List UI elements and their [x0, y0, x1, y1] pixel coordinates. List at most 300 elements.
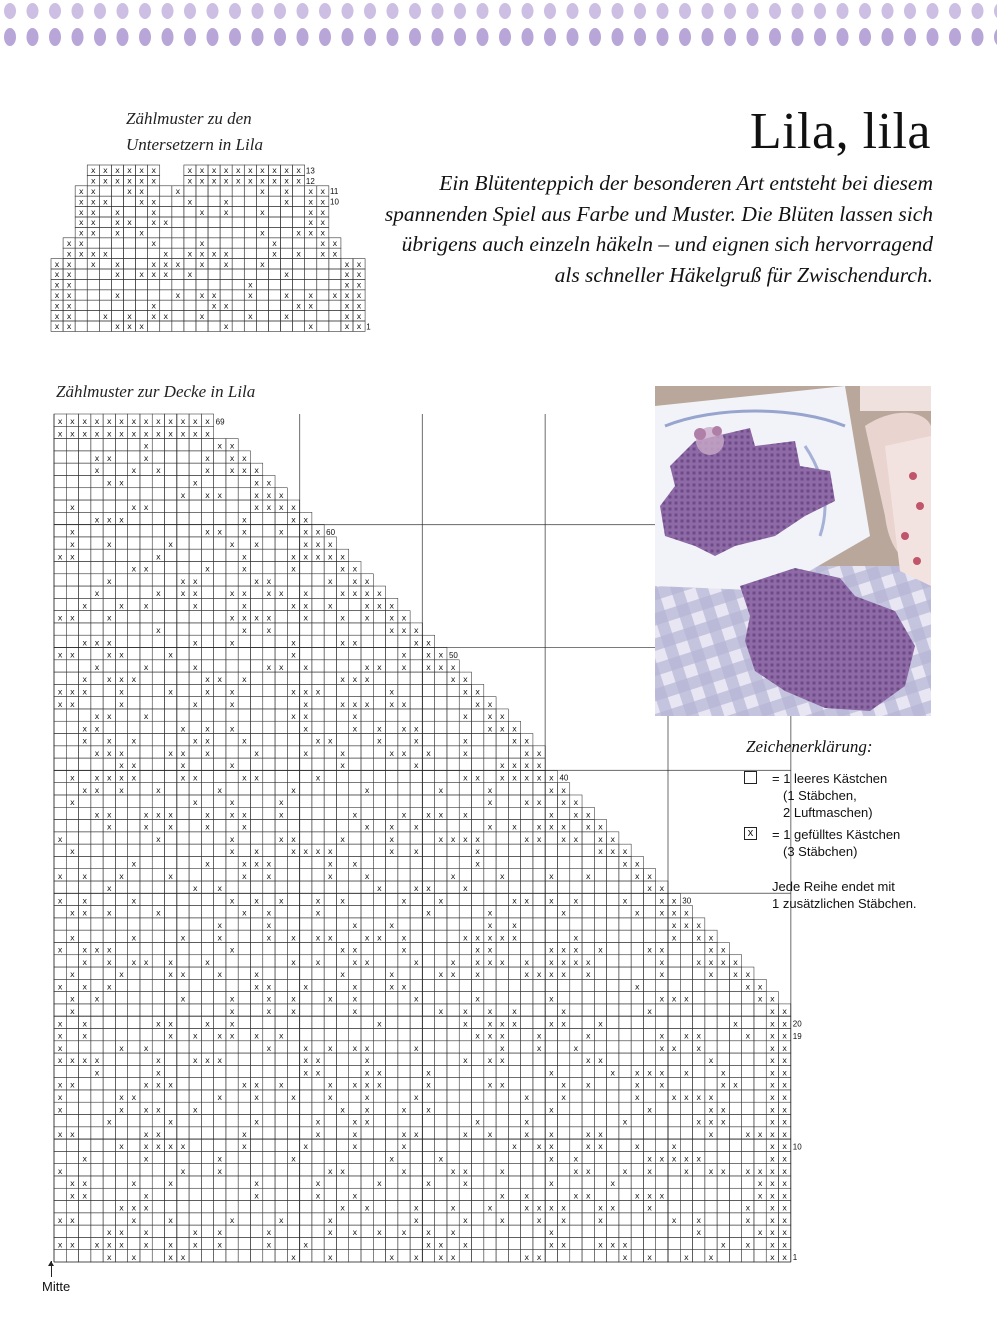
chart-cell [165, 611, 177, 623]
chart-cell [717, 1213, 729, 1225]
chart-cell [521, 881, 533, 893]
filled-box-icon: x [260, 259, 265, 269]
chart-cell [631, 1225, 643, 1237]
chart-cell [66, 721, 78, 733]
chart-cell [398, 906, 410, 918]
chart-cell [705, 1078, 717, 1090]
chart-cell [66, 660, 78, 672]
filled-box-icon: x [241, 453, 247, 463]
filled-box-icon: x [94, 1068, 100, 1078]
chart-cell [54, 586, 66, 598]
chart-cell [300, 856, 312, 868]
filled-box-icon: x [199, 291, 205, 300]
chart-cell [410, 1115, 422, 1127]
chart-cell [201, 1164, 213, 1176]
chart-cell [103, 1065, 115, 1077]
chart-cell [189, 1078, 201, 1090]
chart-cell [287, 586, 299, 598]
filled-box-icon: x [720, 1068, 726, 1078]
filled-box-icon: x [205, 822, 210, 832]
filled-box-icon: x [401, 810, 407, 820]
chart-cell [177, 1201, 189, 1213]
chart-cell [79, 1041, 91, 1053]
filled-box-icon: x [340, 945, 345, 955]
row-number-label: 12 [305, 176, 315, 186]
chart-cell [643, 1090, 655, 1102]
chart-cell [324, 1004, 336, 1016]
chart-cell [263, 561, 275, 573]
chart-cell [373, 758, 385, 770]
chart-cell [189, 1127, 201, 1139]
chart-cell [496, 1090, 508, 1102]
filled-box-icon: x [217, 1031, 223, 1041]
filled-box-icon: x [696, 957, 702, 967]
chart-cell [66, 734, 78, 746]
chart-cell [91, 979, 103, 991]
chart-cell [410, 869, 422, 881]
chart-cell [729, 992, 741, 1004]
chart-cell [422, 992, 434, 1004]
chart-cell [263, 1164, 275, 1176]
filled-box-icon: x [401, 1166, 407, 1176]
chart-cell [373, 1151, 385, 1163]
filled-box-icon: x [671, 1215, 677, 1225]
filled-box-icon: x [54, 322, 60, 332]
chart-cell [557, 1065, 569, 1077]
chart-cell [66, 1028, 78, 1040]
chart-cell [361, 1176, 373, 1188]
filled-box-icon: x [463, 773, 468, 783]
chart-cell [680, 1016, 692, 1028]
chart-cell [238, 1004, 250, 1016]
chart-cell [594, 1176, 606, 1188]
chart-cell [66, 1225, 78, 1237]
chart-cell [459, 992, 471, 1004]
filled-box-icon: x [524, 748, 530, 758]
filled-box-icon: x [524, 1117, 530, 1127]
chart-cell [472, 795, 484, 807]
chart-cell [557, 930, 569, 942]
filled-box-icon: x [205, 675, 210, 685]
chart-cell [619, 1016, 631, 1028]
chart-cell [570, 1176, 582, 1188]
chart-cell [373, 1250, 385, 1262]
filled-box-icon: x [573, 957, 579, 967]
filled-box-icon: x [413, 957, 419, 967]
chart-cell [128, 1016, 140, 1028]
chart-cell [189, 1201, 201, 1213]
filled-box-icon: x [463, 712, 468, 722]
filled-box-icon: x [223, 301, 229, 311]
chart-cell [103, 1053, 115, 1065]
chart-cell [472, 1004, 484, 1016]
chart-cell [361, 770, 373, 782]
chart-cell [373, 992, 385, 1004]
chart-cell [312, 1078, 324, 1090]
filled-box-icon: x [127, 311, 132, 321]
chart-cell [91, 561, 103, 573]
chart-cell [472, 1065, 484, 1077]
filled-box-icon: x [247, 291, 253, 300]
chart-cell [165, 844, 177, 856]
chart-cell [386, 1225, 398, 1237]
chart-cell [152, 893, 164, 905]
chart-cell [607, 869, 619, 881]
filled-box-icon: x [57, 687, 63, 697]
chart-cell [152, 1201, 164, 1213]
filled-box-icon: x [217, 1166, 223, 1176]
chart-cell [508, 1041, 520, 1053]
chart-cell [128, 1041, 140, 1053]
chart-cell [128, 1127, 140, 1139]
filled-box-icon: x [119, 650, 124, 660]
filled-box-icon: x [235, 176, 241, 186]
chart-cell [91, 1078, 103, 1090]
chart-cell [349, 906, 361, 918]
chart-cell [557, 1127, 569, 1139]
chart-cell [533, 1176, 545, 1188]
chart-cell [668, 967, 680, 979]
chart-cell [631, 1176, 643, 1188]
filled-box-icon: x [291, 834, 296, 844]
chart-cell [717, 1016, 729, 1028]
chart-cell [226, 1127, 238, 1139]
chart-cell [250, 783, 262, 795]
chart-cell [263, 967, 275, 979]
chart-cell [705, 1201, 717, 1213]
filled-box-icon: x [303, 1043, 309, 1053]
chart-cell [693, 1102, 705, 1114]
chart-cell [287, 734, 299, 746]
filled-box-icon: x [278, 1031, 284, 1041]
filled-box-icon: x [327, 1252, 333, 1262]
filled-box-icon: x [217, 1240, 223, 1250]
chart-cell [349, 1164, 361, 1176]
chart-cell [570, 1225, 582, 1237]
filled-box-icon: x [102, 166, 108, 176]
chart-cell [287, 1201, 299, 1213]
filled-box-icon: x [254, 1179, 259, 1189]
filled-box-icon: x [143, 810, 149, 820]
chart-cell [373, 783, 385, 795]
chart-cell [128, 697, 140, 709]
filled-box-icon: x [156, 834, 161, 844]
chart-cell [422, 709, 434, 721]
filled-box-icon: x [211, 291, 217, 300]
chart-cell [324, 1053, 336, 1065]
chart-cell [214, 795, 226, 807]
filled-box-icon: x [770, 994, 775, 1004]
filled-box-icon: x [475, 1031, 481, 1041]
chart-cell [275, 1102, 287, 1114]
chart-cell [619, 967, 631, 979]
chart-cell [275, 1065, 287, 1077]
filled-box-icon: x [254, 859, 259, 869]
chart-cell [103, 525, 115, 537]
chart-cell [312, 1028, 324, 1040]
chart-cell [226, 746, 238, 758]
filled-box-icon: x [426, 1080, 431, 1090]
filled-box-icon: x [303, 601, 309, 611]
filled-box-icon: x [512, 1019, 517, 1029]
chart-cell [324, 697, 336, 709]
row-number-label: 69 [215, 417, 225, 427]
chart-cell [165, 1004, 177, 1016]
chart-cell [177, 475, 189, 487]
chart-cell [349, 660, 361, 672]
chart-cell [484, 856, 496, 868]
chart-cell [91, 574, 103, 586]
filled-box-icon: x [770, 1240, 775, 1250]
filled-box-icon: x [536, 970, 542, 980]
chart-cell [484, 1188, 496, 1200]
filled-box-icon: x [241, 736, 247, 746]
chart-cell [91, 1139, 103, 1151]
chart-cell [361, 844, 373, 856]
chart-cell [410, 1225, 422, 1237]
filled-box-icon: x [364, 1080, 370, 1090]
chart-cell [508, 1188, 520, 1200]
chart-cell [250, 1041, 262, 1053]
filled-box-icon: x [401, 662, 407, 672]
chart-cell [496, 1139, 508, 1151]
filled-box-icon: x [426, 650, 431, 660]
chart-cell [619, 1188, 631, 1200]
chart-cell [656, 1164, 668, 1176]
filled-box-icon: x [524, 970, 530, 980]
filled-box-icon: x [573, 1166, 579, 1176]
chart-cell [79, 1213, 91, 1225]
chart-cell [422, 1201, 434, 1213]
chart-cell [201, 635, 213, 647]
chart-cell [349, 832, 361, 844]
filled-box-icon: x [659, 994, 665, 1004]
chart-cell [496, 918, 508, 930]
filled-box-icon: x [487, 1056, 493, 1066]
filled-box-icon: x [389, 920, 395, 930]
chart-cell [619, 1041, 631, 1053]
chart-cell [152, 918, 164, 930]
chart-cell [435, 906, 447, 918]
chart-cell [189, 451, 201, 463]
chart-cell [484, 832, 496, 844]
filled-box-icon: x [340, 552, 345, 562]
filled-box-icon: x [733, 957, 738, 967]
chart-cell [300, 734, 312, 746]
chart-cell [459, 1225, 471, 1237]
chart-cell [287, 574, 299, 586]
filled-box-icon: x [217, 675, 223, 685]
chart-cell [373, 1090, 385, 1102]
chart-cell [447, 807, 459, 819]
chart-cell [238, 1164, 250, 1176]
chart-cell [693, 1237, 705, 1249]
filled-box-icon: x [229, 466, 235, 476]
filled-box-icon: x [94, 712, 100, 722]
filled-box-icon: x [106, 1240, 112, 1250]
chart-cell [165, 1090, 177, 1102]
filled-box-icon: x [303, 699, 309, 709]
chart-cell [201, 893, 213, 905]
chart-cell [287, 1213, 299, 1225]
filled-box-icon: x [156, 626, 161, 636]
filled-box-icon: x [720, 1240, 726, 1250]
chart-cell [152, 660, 164, 672]
chart-cell [189, 783, 201, 795]
filled-box-icon: x [168, 1019, 174, 1029]
chart-cell [300, 820, 312, 832]
filled-box-icon: x [205, 417, 210, 427]
chart-cell [140, 844, 152, 856]
chart-cell [336, 783, 348, 795]
filled-box-icon: x [303, 748, 309, 758]
chart-cell [373, 1139, 385, 1151]
filled-box-icon: x [671, 1093, 677, 1103]
filled-box-icon: x [585, 1031, 591, 1041]
chart-cell [459, 1201, 471, 1213]
chart-cell [189, 561, 201, 573]
chart-cell [324, 795, 336, 807]
chart-cell [312, 795, 324, 807]
chart-cell [214, 1041, 226, 1053]
chart-cell [115, 451, 127, 463]
chart-cell [91, 1090, 103, 1102]
chart-cell [275, 598, 287, 610]
chart-cell [398, 856, 410, 868]
chart-cell [189, 906, 201, 918]
filled-box-icon: x [119, 785, 124, 795]
chart-cell [79, 1164, 91, 1176]
chart-cell [717, 1201, 729, 1213]
chart-cell [287, 1028, 299, 1040]
chart-cell [152, 1176, 164, 1188]
chart-cell [361, 893, 373, 905]
chart-cell [189, 672, 201, 684]
chart-cell [250, 635, 262, 647]
chart-cell [386, 1213, 398, 1225]
filled-box-icon: x [168, 1080, 174, 1090]
filled-box-icon: x [291, 785, 296, 795]
filled-box-icon: x [340, 564, 345, 574]
chart-cell [693, 1004, 705, 1016]
chart-cell [214, 1201, 226, 1213]
filled-box-icon: x [303, 982, 309, 992]
chart-cell [570, 869, 582, 881]
chart-cell [386, 709, 398, 721]
chart-cell [459, 918, 471, 930]
filled-box-icon: x [548, 1203, 554, 1213]
filled-box-icon: x [90, 249, 96, 259]
chart-cell [668, 1176, 680, 1188]
chart-cell [177, 549, 189, 561]
filled-box-icon: x [610, 847, 616, 857]
chart-cell [189, 1164, 201, 1176]
chart-cell [594, 881, 606, 893]
filled-box-icon: x [266, 576, 272, 586]
chart-cell [140, 1115, 152, 1127]
chart-cell [250, 721, 262, 733]
filled-box-icon: x [770, 1117, 775, 1127]
filled-box-icon: x [168, 1179, 174, 1189]
chart-cell [373, 623, 385, 635]
filled-box-icon: x [303, 539, 309, 549]
chart-cell [521, 1225, 533, 1237]
chart-cell [349, 1250, 361, 1262]
chart-cell [103, 967, 115, 979]
chart-cell [570, 1090, 582, 1102]
filled-box-icon: x [254, 982, 259, 992]
chart-cell [91, 869, 103, 881]
chart-cell [398, 1151, 410, 1163]
chart-cell [349, 881, 361, 893]
chart-cell [152, 1164, 164, 1176]
filled-box-icon: x [241, 773, 247, 783]
chart-cell [594, 1090, 606, 1102]
chart-cell [398, 1115, 410, 1127]
chart-cell [165, 795, 177, 807]
chart-cell [570, 1127, 582, 1139]
filled-box-icon: x [315, 736, 321, 746]
chart-cell [668, 1102, 680, 1114]
filled-box-icon: x [163, 249, 169, 259]
chart-cell [300, 893, 312, 905]
chart-cell [373, 844, 385, 856]
filled-box-icon: x [180, 994, 186, 1004]
chart-cell [177, 1176, 189, 1188]
chart-cell [263, 783, 275, 795]
filled-box-icon: x [389, 847, 395, 857]
chart-cell [263, 1188, 275, 1200]
doily-chart-caption: Zählmuster zur Decke in Lila [56, 382, 256, 401]
chart-cell [140, 992, 152, 1004]
filled-box-icon: x [475, 957, 481, 967]
chart-cell [422, 672, 434, 684]
chart-cell [165, 832, 177, 844]
chart-cell [361, 992, 373, 1004]
chart-cell [128, 611, 140, 623]
chart-cell [619, 1090, 631, 1102]
filled-box-icon: x [175, 291, 181, 300]
chart-cell [324, 979, 336, 991]
chart-cell [91, 844, 103, 856]
chart-cell [422, 1115, 434, 1127]
chart-cell [582, 1213, 594, 1225]
chart-cell [594, 1004, 606, 1016]
chart-cell [386, 1237, 398, 1249]
chart-cell [300, 1164, 312, 1176]
chart-cell [128, 918, 140, 930]
filled-box-icon: x [192, 798, 198, 808]
chart-cell [103, 1176, 115, 1188]
chart-cell [189, 623, 201, 635]
filled-box-icon: x [192, 1056, 198, 1066]
chart-cell [79, 525, 91, 537]
filled-box-icon: x [401, 748, 407, 758]
chart-cell [594, 856, 606, 868]
filled-box-icon: x [364, 871, 370, 881]
chart-cell [521, 820, 533, 832]
filled-box-icon: x [205, 687, 210, 697]
filled-box-icon: x [241, 515, 247, 525]
filled-box-icon: x [303, 1142, 309, 1152]
chart-cell [336, 1213, 348, 1225]
chart-cell [607, 979, 619, 991]
chart-cell [705, 1225, 717, 1237]
filled-box-icon: x [192, 1031, 198, 1041]
filled-box-icon: x [180, 490, 186, 500]
filled-box-icon: x [413, 1252, 419, 1262]
chart-cell [508, 1078, 520, 1090]
